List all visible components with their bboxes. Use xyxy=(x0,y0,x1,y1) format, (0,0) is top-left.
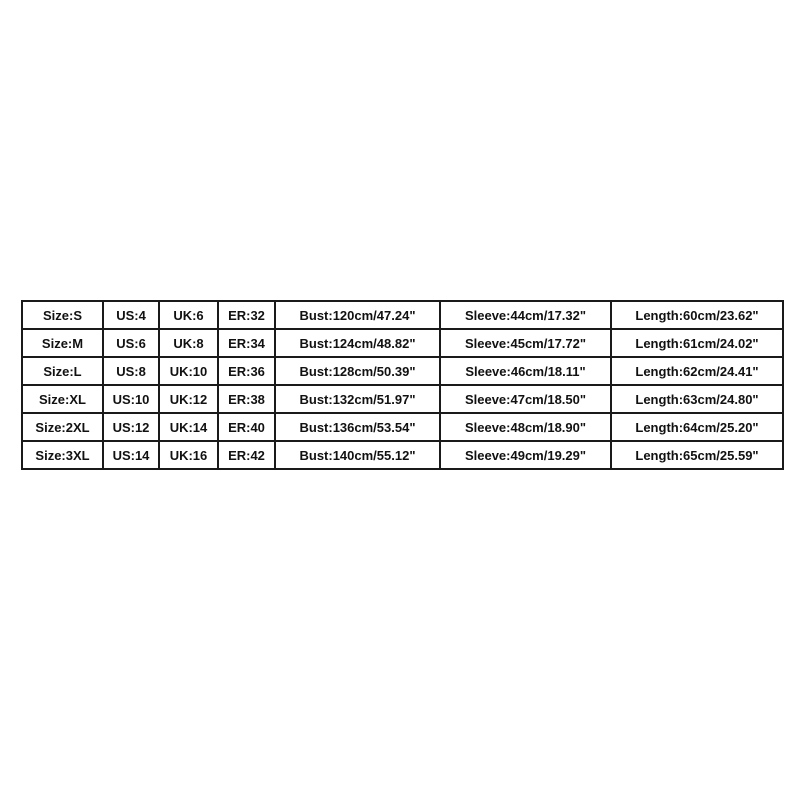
table-row xyxy=(22,441,783,469)
er-size-cell: ER:34 xyxy=(218,329,275,357)
er-size-cell: ER:38 xyxy=(218,385,275,413)
uk-size-cell: UK:12 xyxy=(159,385,218,413)
bust-cell: Bust:136cm/53.54" xyxy=(275,413,440,441)
us-size-cell: US:14 xyxy=(103,441,159,469)
table-row xyxy=(22,329,783,357)
size-chart-table xyxy=(21,300,784,470)
er-size-cell: ER:32 xyxy=(218,301,275,329)
sleeve-cell: Sleeve:45cm/17.72" xyxy=(440,329,611,357)
bust-cell: Bust:132cm/51.97" xyxy=(275,385,440,413)
us-size-cell: US:6 xyxy=(103,329,159,357)
size-cell: Size:XL xyxy=(22,385,103,413)
bust-cell: Bust:128cm/50.39" xyxy=(275,357,440,385)
er-size-cell: ER:40 xyxy=(218,413,275,441)
sleeve-cell: Sleeve:46cm/18.11" xyxy=(440,357,611,385)
sleeve-cell: Sleeve:48cm/18.90" xyxy=(440,413,611,441)
size-cell: Size:2XL xyxy=(22,413,103,441)
bust-cell: Bust:140cm/55.12" xyxy=(275,441,440,469)
us-size-cell: US:8 xyxy=(103,357,159,385)
uk-size-cell: UK:16 xyxy=(159,441,218,469)
table-row xyxy=(22,413,783,441)
length-cell: Length:60cm/23.62" xyxy=(611,301,783,329)
uk-size-cell: UK:6 xyxy=(159,301,218,329)
length-cell: Length:63cm/24.80" xyxy=(611,385,783,413)
bust-cell: Bust:120cm/47.24" xyxy=(275,301,440,329)
table-row xyxy=(22,301,783,329)
length-cell: Length:61cm/24.02" xyxy=(611,329,783,357)
us-size-cell: US:10 xyxy=(103,385,159,413)
size-cell: Size:3XL xyxy=(22,441,103,469)
table-row xyxy=(22,357,783,385)
er-size-cell: ER:36 xyxy=(218,357,275,385)
size-cell: Size:L xyxy=(22,357,103,385)
us-size-cell: US:4 xyxy=(103,301,159,329)
us-size-cell: US:12 xyxy=(103,413,159,441)
length-cell: Length:64cm/25.20" xyxy=(611,413,783,441)
uk-size-cell: UK:14 xyxy=(159,413,218,441)
bust-cell: Bust:124cm/48.82" xyxy=(275,329,440,357)
size-chart-body xyxy=(22,301,783,469)
length-cell: Length:62cm/24.41" xyxy=(611,357,783,385)
table-row xyxy=(22,385,783,413)
size-cell: Size:S xyxy=(22,301,103,329)
length-cell: Length:65cm/25.59" xyxy=(611,441,783,469)
uk-size-cell: UK:10 xyxy=(159,357,218,385)
sleeve-cell: Sleeve:49cm/19.29" xyxy=(440,441,611,469)
er-size-cell: ER:42 xyxy=(218,441,275,469)
sleeve-cell: Sleeve:44cm/17.32" xyxy=(440,301,611,329)
sleeve-cell: Sleeve:47cm/18.50" xyxy=(440,385,611,413)
size-cell: Size:M xyxy=(22,329,103,357)
uk-size-cell: UK:8 xyxy=(159,329,218,357)
